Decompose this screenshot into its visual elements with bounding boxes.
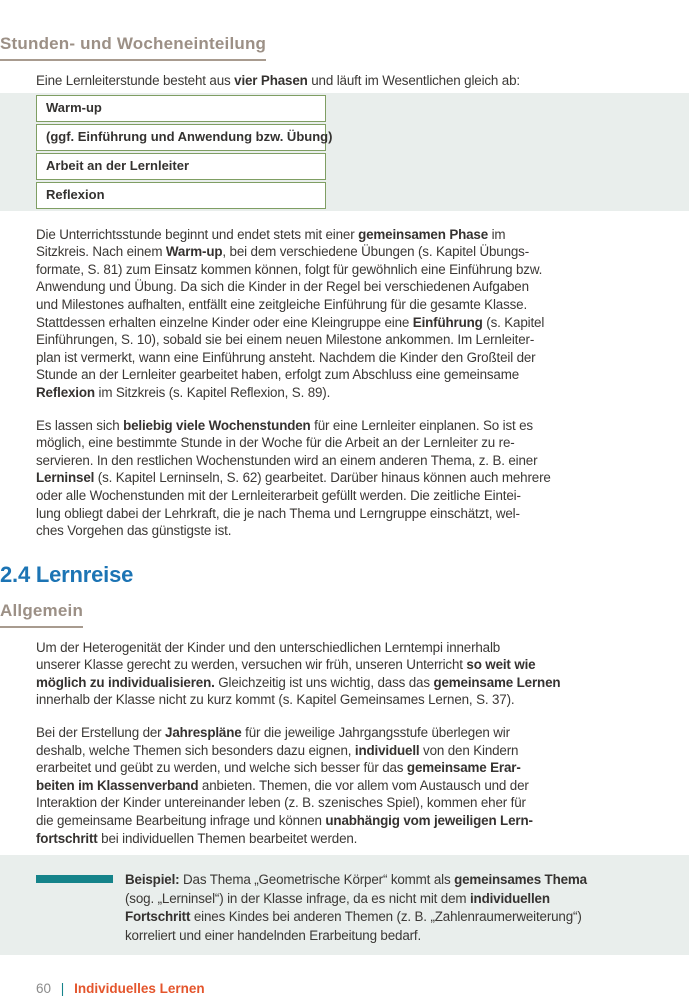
paragraph-unterrichtsstunde: Die Unterrichtsstunde beginnt und endet stets mit einer gemeinsamen Phase im Sitzkreis. Nach einem Warm-up, bei dem verschiedene Übungen (s. Kapitel Übungs- formate, S. 81) zum Einsatz kommen können, folgt für gewöhnlich eine Einführung bzw. Anwendung und Übung. Da sich die Kinder in der Regel bei verschiedenen Aufgaben und Milestones aufhalten, entfällt eine zeitgleiche Einführung für die gesamte Klasse. Stattdessen erhalten einzelne Kinder oder eine Kleingruppe eine Einführung (s. Kapitel Einführungen, S. 10), sobald sie bei einem neuen Milestone ankommen. Im Lernleiter- plan ist vermerkt, wann eine Einführung ansteht. Nachdem die Kinder den Großteil der Stunde an der Lernleiter gearbeitet haben, erfolgt zum Abschluss eine gemeinsame Reflexion im Sitzkreis (s. Kapitel Reflexion, S. 89). xyxy=(36,226,545,400)
section-heading-stunden-wocheneinteilung: Stunden- und Wocheneinteilung xyxy=(0,34,266,61)
table-band xyxy=(0,93,689,211)
chapter-title: Individuelles Lernen xyxy=(74,981,205,996)
paragraph-heterogenitaet: Um der Heterogenität der Kinder und den unterschiedlichen Lerntempi innerhalb unserer Klasse gerecht zu werden, versuchen wir früh, unseren Unterricht so weit wie möglich zu individualisieren. Gleichzeitig ist uns wichtig, dass das gemeinsame Lernen innerhalb der Klasse nicht zu kurz kommt (s. Kapitel Gemeinsames Lernen, S. 37). xyxy=(36,639,561,708)
page-footer xyxy=(36,981,205,996)
phase-row-reflexion: Reflexion xyxy=(36,182,326,209)
paragraph-jahresplaene: Bei der Erstellung der Jahrespläne für die jeweilige Jahrgangsstufe überlegen wir deshalb, welche Themen sich besonders dazu eignen, individuell von den Kindern erarbeitet und geübt zu werden, und welche sich besser für das gemeinsame Erar- beiten im Klassenverband anbieten. Themen, die vor allem vom Austausch und der Interaktion der Kinder untereinander leben (z. B. szenisches Spiel), kommen eher für die gemeinsame Bearbeitung infrage und können unabhängig vom jeweiligen Lern- fortschritt bei individuellen Themen bearbeitet werden. xyxy=(36,725,533,846)
paragraph-wochenstunden: Es lassen sich beliebig viele Wochenstunden für eine Lernleiter einplanen. So ist es möglich, eine bestimmte Stunde in der Woche für die Arbeit an der Lernleiter zu re- servieren. In den restlichen Wochenstunden wird an einem anderen Thema, z. B. einer Lerninsel (s. Kapitel Lerninseln, S. 62) gearbeitet. Darüber hinaus können auch mehrere oder alle Wochenstunden mit der Lernleiterarbeit gefüllt werden. Die zeitliche Eintei- lung obliegt dabei der Lehrkraft, die je nach Thema und Lerngruppe einschätzt, wel- ches Vorgehen das günstigste ist. xyxy=(36,417,551,539)
phase-row-arbeit: Arbeit an der Lernleiter xyxy=(36,153,326,180)
phase-row-einfuehrung: (ggf. Einführung und Anwendung bzw. Übung) xyxy=(36,124,326,151)
example-box xyxy=(0,855,689,955)
page-number: 60 xyxy=(36,981,52,996)
subsection-heading-wrap xyxy=(0,601,689,628)
section-heading-wrap xyxy=(0,34,689,61)
example-text: Beispiel: Das Thema „Geometrische Körper“ kommt als gemeinsames Thema (sog. „Lerninsel“) in der Klasse infrage, da es nicht mit dem individuellen Fortschritt eines Kindes bei anderen Themen (z. B. „Zahlenraumerweiterung“) korreliert und einer handelnden Erarbeitung bedarf. xyxy=(125,872,587,943)
phases-table xyxy=(36,95,333,209)
footer-separator: | xyxy=(60,981,65,996)
phase-row-warmup: Warm-up xyxy=(36,95,326,122)
chapter-heading-lernreise: 2.4 Lernreise xyxy=(0,561,134,587)
example-marker-bar xyxy=(36,875,113,883)
intro-paragraph: Eine Lernleiterstunde besteht aus vier Phasen und läuft im Wesentlichen gleich ab: xyxy=(36,73,520,88)
section-heading-allgemein: Allgemein xyxy=(0,601,83,628)
